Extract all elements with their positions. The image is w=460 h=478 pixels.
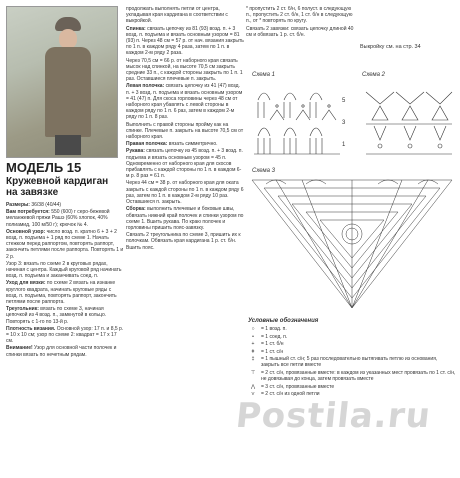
paragraph [126,148,244,179]
legend-item [248,370,456,383]
paragraph-text: 36/38 (40/44) [31,202,62,208]
paragraph [126,26,244,57]
paragraph [6,326,124,345]
paragraph-text: Основной узор: 17 п. и 8,5 р. = 10 х 10 см; узор по схеме 2: квадрат = 17 х 17 см. [6,325,124,345]
photo-face [59,29,77,49]
legend-item [248,334,456,340]
instructions-column-1 [6,202,124,474]
paragraph-text: вязать по схеме 3, начиная цепочкой из 4 возд. п., замкнутой в кольцо. Повторять с 1-го по 13-й р. [6,306,107,325]
paragraph [6,306,124,325]
legend-symbol: ⋀ [250,383,256,390]
legend-symbol: ‡ [251,356,255,363]
paragraph-text: Через 70,5 см = 66 р. от наборного края связать мысок над спинкой, на высоте 70,5 см закрыть средние 33 п., с каждой стороны закрыть по 1 п. 1 раз. Оставшиеся плечевые п. закрыть. [126,57,243,83]
paragraph-text: Через 44 см = 38 р. от наборного края для окатa закрыть с каждой стороны по 1 п. в каждом ряду 6 раз, затем по 1 п. в каждом 2-м ряду 10 раз. Оставшиеся п. закрыть. [126,180,244,206]
paragraph [6,280,124,305]
legend-item [248,384,456,390]
legend-item [248,341,456,347]
paragraph [126,141,244,147]
legend-symbol: ⊤ [250,369,256,376]
legend-symbol: ○ [251,326,255,333]
paragraph [126,180,244,205]
paragraph-text: * пропустить 2 ст. б/н, 6 полуст. в следующую п., пропустить 2 ст. б/н, 1 ст. б/н в следующую п., от * повторять по кругу. [246,6,353,25]
legend-symbol: ⋎ [251,391,255,398]
paragraph-text: выполнить плечевые и боковые швы, обвязать нижний край полочек и спинки узором по схеме 1. Вшить рукава. По краю полочек и горловины пришить пояс-завязку. [126,206,244,231]
photo-legs [55,135,81,155]
legend-text: = 3 ст. с/н, провязанные вместе [261,383,335,390]
schema2-diagram [360,80,456,160]
legend-item [248,349,456,355]
paragraph [246,6,356,25]
instructions-column-2 [126,6,244,474]
paragraph-text: Связать 2 завязки: связать цепочку длиной 40 см и обвязать 1 р. ст. б/н. [246,25,354,38]
legend-text: = 2 ст. с/н из одной петли [261,391,320,398]
legend-text: = 1 ст. б/н [261,341,284,348]
legend-item [248,356,456,369]
paragraph-text: 550 (600) г серо-бежевой меланжевой пряжи Рашэ (60% хлопок, 40% полиамид, 100 м/50 г); крючок № 4. [6,209,110,228]
legend [248,318,456,398]
photo-cardigan [45,47,91,137]
model-title: МОДЕЛЬ 15 [6,160,82,175]
paragraph [6,202,124,208]
legend-symbol: + [251,341,255,348]
paragraph-label: Внимание! [6,345,35,352]
paragraph-label: Размеры: [6,202,32,208]
paragraph-label: Треугольник: [6,306,41,313]
legend-item [248,326,456,332]
paragraph-text: Связать 2 треугольника по схеме 3, пришить их к полочкам. Обвязать края кардигана 1 р. ст. б/н. Вшить пояс. [126,232,241,251]
paragraph [126,6,244,25]
paragraph-text: продолжать выполнять петли от центра, укладывая края кардигана в соответствии с выкройкой. [126,6,228,25]
paragraph-text: по схеме 2 вязать на изнанке круглого квадрата, начинать круговые ряды с возд. п. подъема, повторять раппорт, закончить петлями после раппорта. [6,280,117,306]
schema1-label: Схема 1 [252,72,275,78]
legend-title: Условные обозначения [248,318,319,324]
model-photo [6,6,118,158]
paragraph [246,26,356,38]
row-number: 1 [342,142,346,148]
paragraph [126,58,244,83]
paragraph-label: Вам потребуется: [6,209,52,216]
paragraph-label: Сборка: [126,206,148,213]
legend-text: = 1 соед. п. [261,333,288,340]
paragraph [126,232,244,251]
paragraph-text: число возд. п. кратно 6 + 3 + 2 возд. п. подъема + 1 ряд по схеме 1. Начать стежком перед раппортом, повторять раппорт, закончить петлями после раппорта. Повторять 1 и 2 р. [6,228,124,260]
paragraph-text: связать цепочку из 81 (93) возд. п. + 3 возд. п. подъема и вязать основным узором = 81 (93) п. Через 48 см = 57 р. от нач. вязания закрыть по 1 п. в каждом ряду 4 раза, затем по 1 п. в каждом 2-м ряду 2 раза. [126,25,244,57]
schema2-label: Схема 2 [362,72,385,78]
legend-text: = 2 ст. с/н, провязанные вместе: в каждом из указанных мест провязать по 1 ст. с/н, не довязывая до конца, затем провязать вместе [261,369,456,383]
paragraph-label: Спинка: [126,25,148,32]
paragraph-label: Основной узор: [6,228,47,235]
instructions-column-3 [246,6,356,64]
legend-text: = 1 возд. п. [261,326,287,333]
paragraph-text: Узор 3: вязать по схеме 2 в круговых рядах, начиная с центра. Каждый круговой ряд начинать возд. п. подъема и заканчивать соед. п. [6,260,122,280]
schema3-label: Схема 3 [252,168,275,174]
paragraph-text: вязать симметрично. [168,141,218,148]
paragraph-label: Левая полочка: [126,83,166,90]
paragraph-text: связать цепочку из 45 возд. п. + 3 возд. п. подъема и вязать основным узором = 45 п. Одновременно от наборного края для скосов прибавлять с каждой стороны по 1 п. в каждом 6-м р. 8 раз = 61 п. [126,148,243,180]
row-number: 5 [342,98,346,104]
paragraph-label: Плотность вязания. [6,325,57,332]
paragraph-label: Уход для вязки: [6,280,47,287]
row-number: 3 [342,120,346,126]
paragraph-label: Правая полочка: [126,141,169,148]
paragraph [126,83,244,120]
legend-text: = 1 ст. с/н [261,348,284,355]
paragraph [126,122,244,141]
paragraph-text: связать цепочку из 41 (47) возд. п. + 3 возд. п. подъема и вязать основным узором = 41 (47) п. Для скоса горловины через 48 см от наборного края убавлять с левой стороны в каждом ряду по 1 п. 6 раз, затем в каждом 2-м ряду по 1 п. 8 раз. [126,83,243,121]
legend-text: = 1 пышный ст. с/н; 5 раз последовательно вытягивать петлю из основания, закрыть все петли вместе [261,356,438,369]
pattern-note: Выкройку см. на стр. 34 [360,44,421,50]
model-subtitle: Кружевной кардиган на завязке [6,176,109,198]
paragraph [126,206,244,231]
paragraph [6,261,124,280]
paragraph [6,229,124,260]
schema1-diagram [250,80,350,160]
paragraph [6,345,124,357]
paragraph-text: Узор для основной части полочек и спинки вязать по нечетным рядам. [6,345,117,358]
legend-symbol: • [252,333,254,340]
watermark: Postila.ru [233,396,434,436]
paragraph-label: Рукава: [126,148,147,155]
paragraph-text: Выполнить с правой стороны пройму как на спинке. Плечевые п. закрыть на высоте 70,5 см от наборного края. [126,121,244,141]
schema3-diagram [246,174,458,314]
paragraph [6,209,124,228]
legend-symbol: ǂ [251,348,255,355]
